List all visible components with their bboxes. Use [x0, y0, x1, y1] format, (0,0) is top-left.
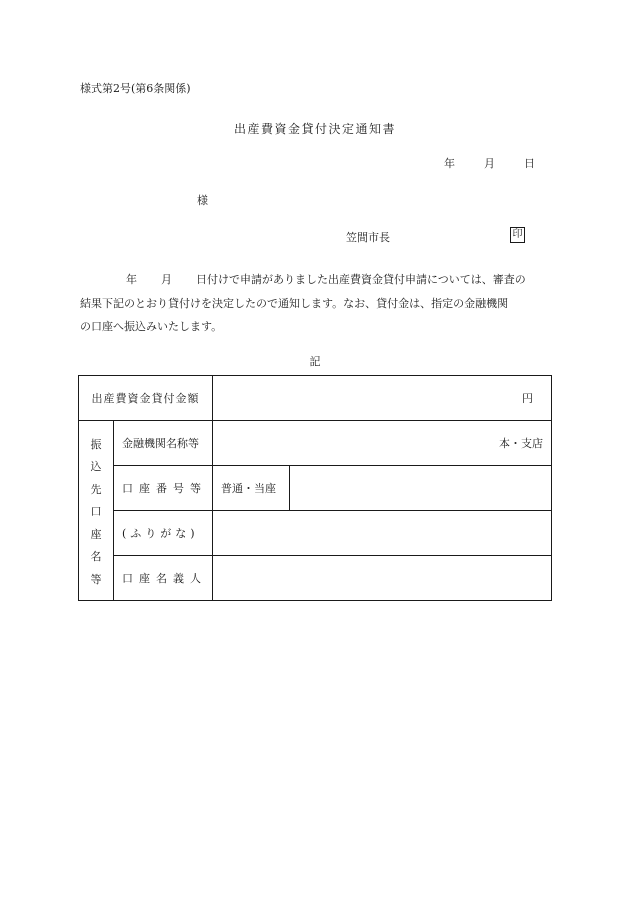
account-holder-field[interactable]: [213, 556, 552, 601]
holder-row: [79, 556, 552, 601]
amount-label: 出産費資金貸付金額: [79, 376, 213, 421]
body-line-3: の口座へ振込みいたします。: [80, 320, 223, 333]
date-month-label: 月: [484, 157, 495, 170]
amount-row: [79, 376, 552, 421]
account-number-row: [79, 466, 552, 511]
addressee-suffix: 様: [197, 194, 208, 207]
body-line-1: [80, 268, 558, 292]
body-month-label: 月: [161, 273, 172, 286]
loan-details-table: [78, 375, 552, 601]
body-line-1-text: 日付けで申請がありました出産費資金貸付申請については、審査の: [196, 273, 526, 286]
seal-mark: 印: [510, 227, 525, 243]
amount-field[interactable]: [213, 376, 552, 421]
body-year-label: 年: [126, 273, 137, 286]
bank-name-label: 金融機関名称等: [114, 421, 213, 466]
document-title: 出産費資金貸付決定通知書: [233, 122, 396, 136]
branch-suffix: 本・支店: [499, 437, 543, 450]
date-day-label: 日: [524, 157, 535, 170]
form-number: 様式第2号(第6条関係): [80, 82, 191, 95]
furigana-row: [79, 511, 552, 556]
furigana-label: (ふりがな): [114, 511, 213, 556]
amount-unit: 円: [522, 392, 533, 405]
bank-name-field[interactable]: [213, 421, 552, 466]
date-year-label: 年: [444, 157, 455, 170]
notice-body: [80, 268, 558, 339]
account-holder-label: 口座名義人: [114, 556, 213, 601]
account-type-field[interactable]: 普通・当座: [213, 466, 290, 511]
account-number-label: 口座番号等: [114, 466, 213, 511]
furigana-field[interactable]: [213, 511, 552, 556]
date-line: [444, 155, 535, 171]
bank-row: [79, 421, 552, 466]
account-number-field[interactable]: [290, 466, 552, 511]
transfer-destination-label: 振 込 先 口 座 名 等: [79, 421, 114, 601]
body-line-2: 結果下記のとおり貸付けを決定したので通知します。なお、貸付金は、指定の金融機関: [80, 296, 509, 310]
issuer-name: 笠間市長: [346, 231, 390, 244]
ki-heading: 記: [309, 355, 321, 368]
